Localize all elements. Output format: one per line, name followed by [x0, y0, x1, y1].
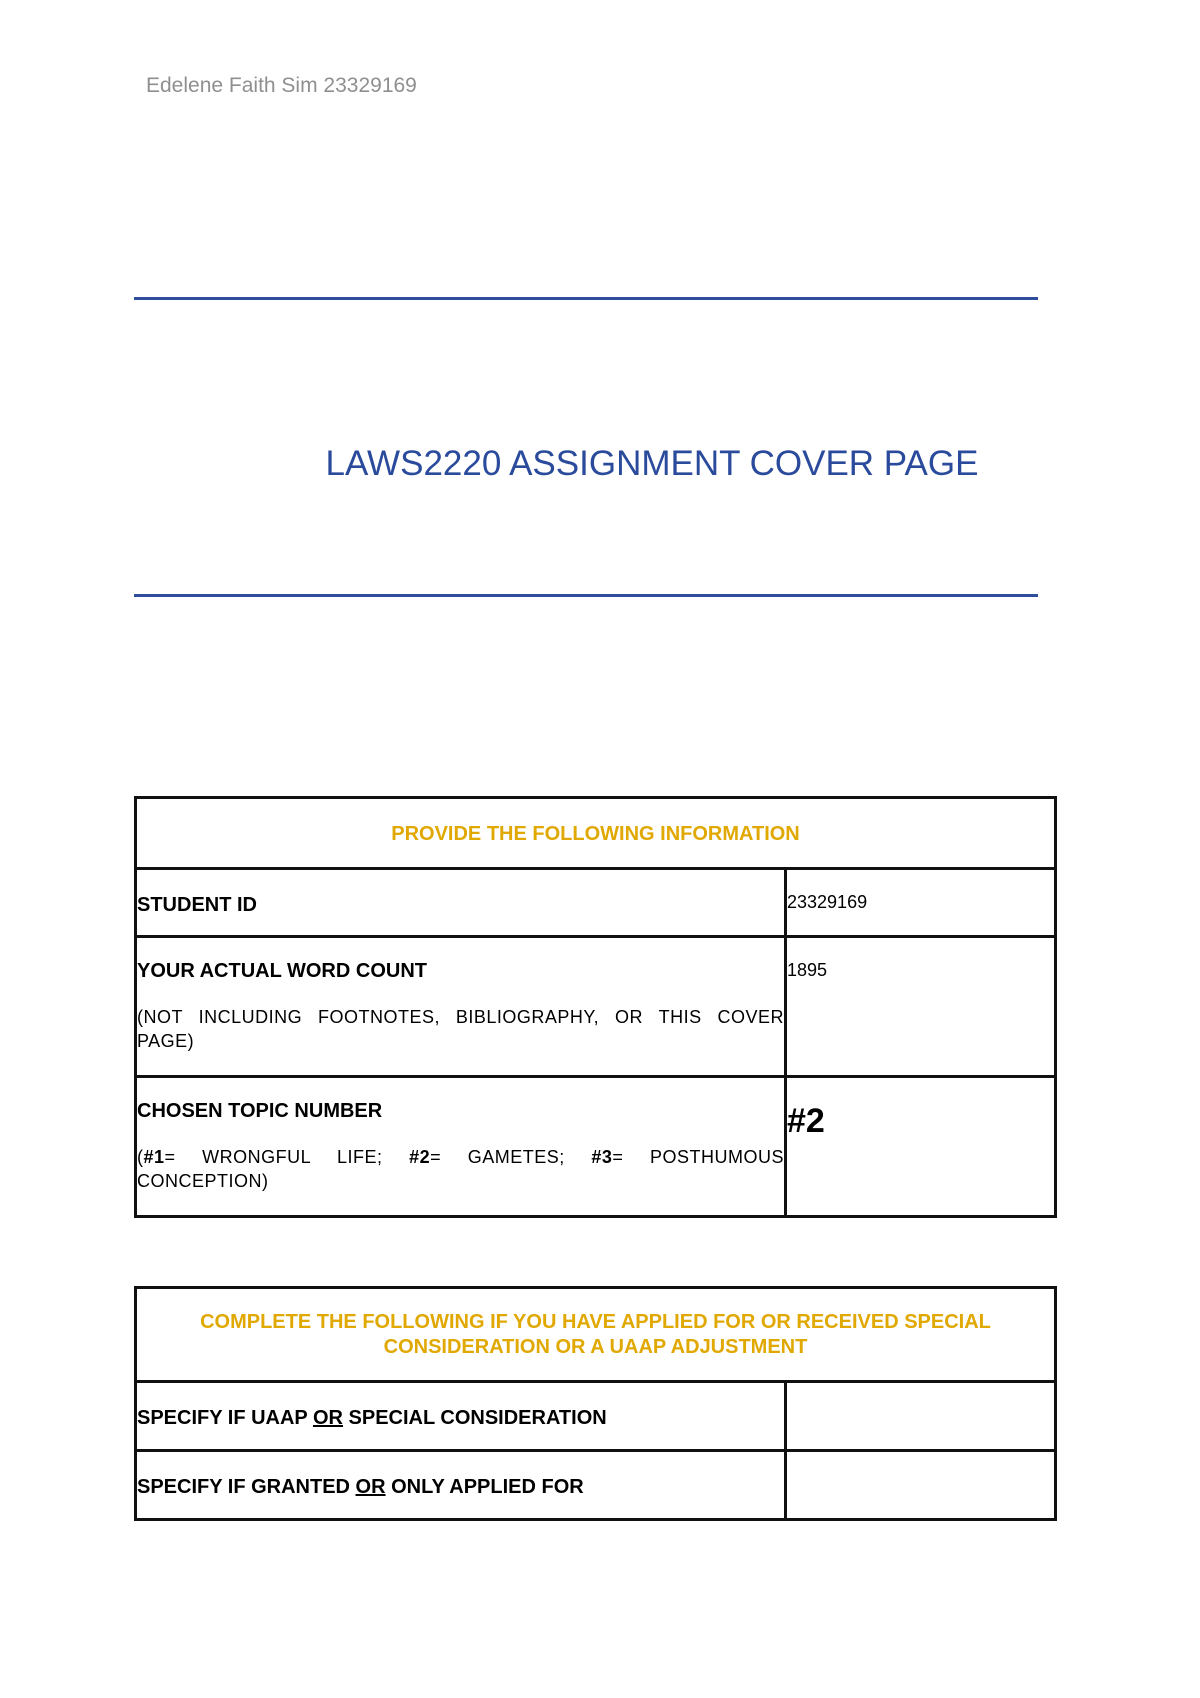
table-row [136, 869, 1056, 937]
label-part: ONLY APPLIED FOR [385, 1476, 584, 1498]
topic-number-value-cell[interactable] [786, 1077, 1056, 1217]
label-underlined-or: OR [312, 1407, 343, 1429]
word-count-label-cell [136, 937, 786, 1077]
student-id-value: 23329169 [787, 892, 868, 912]
information-table-heading: PROVIDE THE FOLLOWING INFORMATION [136, 798, 1056, 869]
student-id-label-cell [136, 869, 786, 937]
document-title: LAWS2220 ASSIGNMENT COVER PAGE [325, 444, 979, 483]
label-underlined-or: OR [355, 1476, 386, 1498]
topic-number-label: CHOSEN TOPIC NUMBER [137, 1100, 383, 1122]
word-count-value-cell[interactable] [786, 937, 1056, 1077]
table-row [136, 937, 1056, 1077]
topic-2-marker: #2 [409, 1147, 431, 1167]
label-part: SPECIAL CONSIDERATION [342, 1407, 607, 1429]
label-part: SPECIFY IF GRANTED [137, 1476, 356, 1498]
granted-or-applied-label [137, 1476, 784, 1499]
topic-3-marker: #3 [591, 1147, 613, 1167]
topic-options-note: (#1= WRONGFUL LIFE; #2= GAMETES; #3= POSTHUMOUS CONCEPTION) [137, 1147, 785, 1191]
special-consideration-heading: COMPLETE THE FOLLOWING IF YOU HAVE APPLIED FOR OR RECEIVED SPECIAL CONSIDERATION OR A UAAP ADJUSTMENT [136, 1288, 1056, 1382]
word-count-note: (NOT INCLUDING FOOTNOTES, BIBLIOGRAPHY, OR THIS COVER PAGE) [137, 1007, 784, 1051]
label-part: SPECIFY IF UAAP [137, 1407, 313, 1429]
granted-or-applied-value-cell[interactable] [786, 1451, 1056, 1520]
table-row [136, 1077, 1056, 1217]
header-author-name: Edelene Faith Sim 23329169 [146, 74, 417, 97]
special-consideration-table [134, 1286, 1057, 1521]
topic-3-text: = POSTHUMOUS CONCEPTION) [137, 1147, 785, 1191]
topic-number-value: #2 [787, 1102, 825, 1140]
topic-2-text: = GAMETES; [430, 1147, 592, 1167]
student-id-value-cell[interactable] [786, 869, 1056, 937]
topic-number-label-cell [136, 1077, 786, 1217]
uaap-or-special-value-cell[interactable] [786, 1382, 1056, 1451]
uaap-or-special-label-cell [136, 1382, 786, 1451]
word-count-label: YOUR ACTUAL WORD COUNT [137, 960, 427, 982]
bottom-divider [134, 594, 1038, 597]
information-table [134, 796, 1057, 1218]
student-id-label: STUDENT ID [137, 894, 257, 916]
topic-1-text: = WRONGFUL LIFE; [164, 1147, 410, 1167]
word-count-value: 1895 [787, 960, 828, 980]
granted-or-applied-label-cell [136, 1451, 786, 1520]
table-row [136, 1451, 1056, 1520]
uaap-or-special-label [137, 1407, 784, 1430]
topic-1-marker: #1 [143, 1147, 165, 1167]
table-row [136, 1382, 1056, 1451]
top-divider [134, 297, 1038, 300]
